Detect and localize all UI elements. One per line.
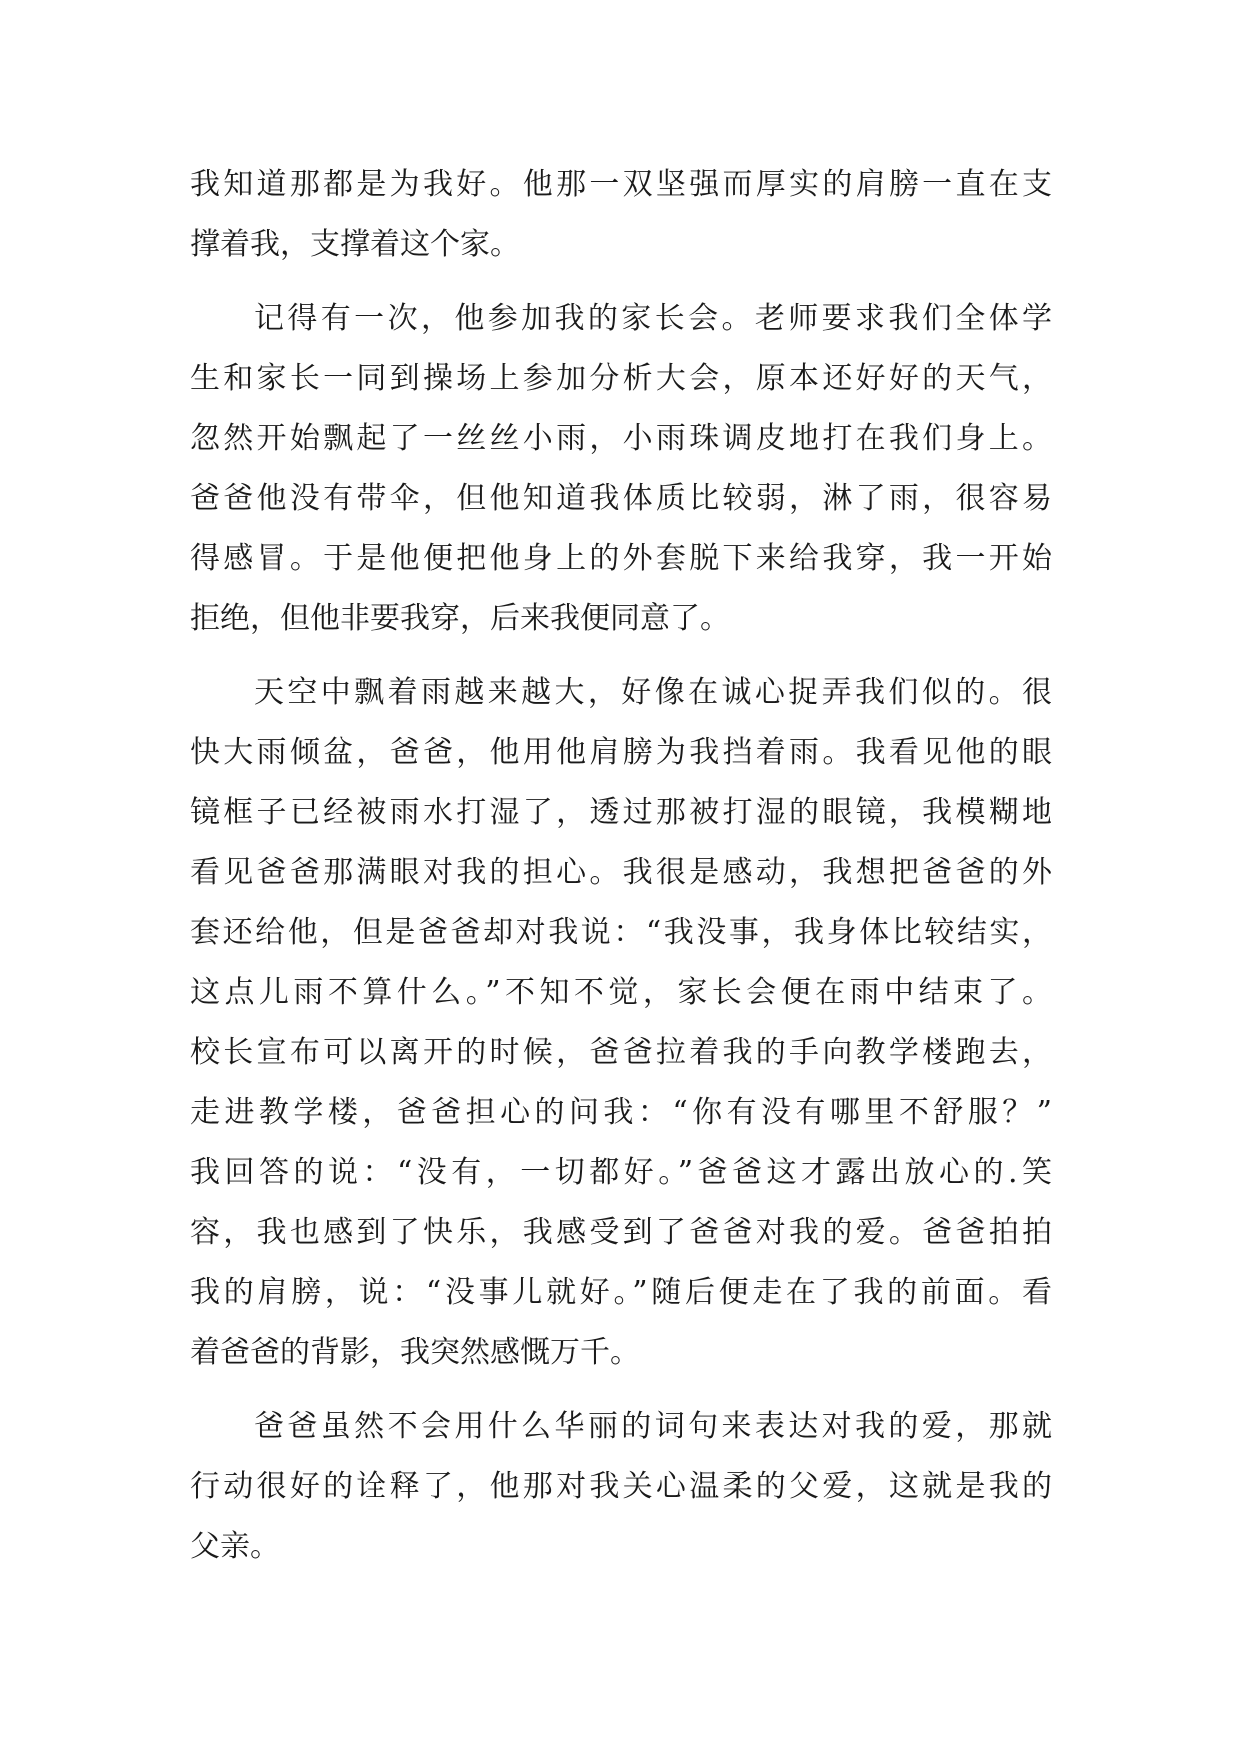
text-line: 撑着我，支撑着这个家。 <box>190 227 520 262</box>
text-line: 着爸爸的背影，我突然感慨万千。 <box>190 1335 640 1370</box>
text-line: 得感冒。于是他便把他身上的外套脱下来给我穿，我一开始 <box>190 541 1052 576</box>
text-line: 快大雨倾盆，爸爸，他用他肩膀为我挡着雨。我看见他的眼 <box>190 735 1052 770</box>
text-line: 记得有一次，他参加我的家长会。老师要求我们全体学 <box>254 301 1052 336</box>
text-line: 忽然开始飘起了一丝丝小雨，小雨珠调皮地打在我们身上。 <box>190 421 1052 456</box>
text-line: 生和家长一同到操场上参加分析大会，原本还好好的天气， <box>190 361 1052 396</box>
text-line: 我知道那都是为我好。他那一双坚强而厚实的肩膀一直在支 <box>190 167 1052 202</box>
text-line: 行动很好的诠释了，他那对我关心温柔的父爱，这就是我的 <box>190 1469 1052 1504</box>
paragraph-1 <box>190 155 1052 275</box>
text-line: 我回答的说：“没有，一切都好。”爸爸这才露出放心的.笑 <box>190 1155 1052 1190</box>
paragraph-3 <box>190 663 1052 1383</box>
text-line: 走进教学楼，爸爸担心的问我：“你有没有哪里不舒服？” <box>190 1095 1052 1130</box>
text-line: 拒绝，但他非要我穿，后来我便同意了。 <box>190 601 730 636</box>
text-line: 爸爸虽然不会用什么华丽的词句来表达对我的爱，那就 <box>254 1409 1052 1444</box>
text-line: 容，我也感到了快乐，我感受到了爸爸对我的爱。爸爸拍拍 <box>190 1215 1052 1250</box>
paragraph-2 <box>190 289 1052 649</box>
text-line: 校长宣布可以离开的时候，爸爸拉着我的手向教学楼跑去， <box>190 1035 1052 1070</box>
text-line: 看见爸爸那满眼对我的担心。我很是感动，我想把爸爸的外 <box>190 855 1052 890</box>
text-line: 我的肩膀，说：“没事儿就好。”随后便走在了我的前面。看 <box>190 1275 1052 1310</box>
text-line: 这点儿雨不算什么。”不知不觉，家长会便在雨中结束了。 <box>190 975 1052 1010</box>
text-line: 镜框子已经被雨水打湿了，透过那被打湿的眼镜，我模糊地 <box>190 795 1052 830</box>
text-line: 父亲。 <box>190 1529 280 1564</box>
text-line: 套还给他，但是爸爸却对我说：“我没事，我身体比较结实， <box>190 915 1052 950</box>
text-line: 天空中飘着雨越来越大，好像在诚心捉弄我们似的。很 <box>254 675 1052 710</box>
paragraph-4 <box>190 1397 1052 1577</box>
document-body <box>190 155 1052 1577</box>
text-line: 爸爸他没有带伞，但他知道我体质比较弱，淋了雨，很容易 <box>190 481 1052 516</box>
